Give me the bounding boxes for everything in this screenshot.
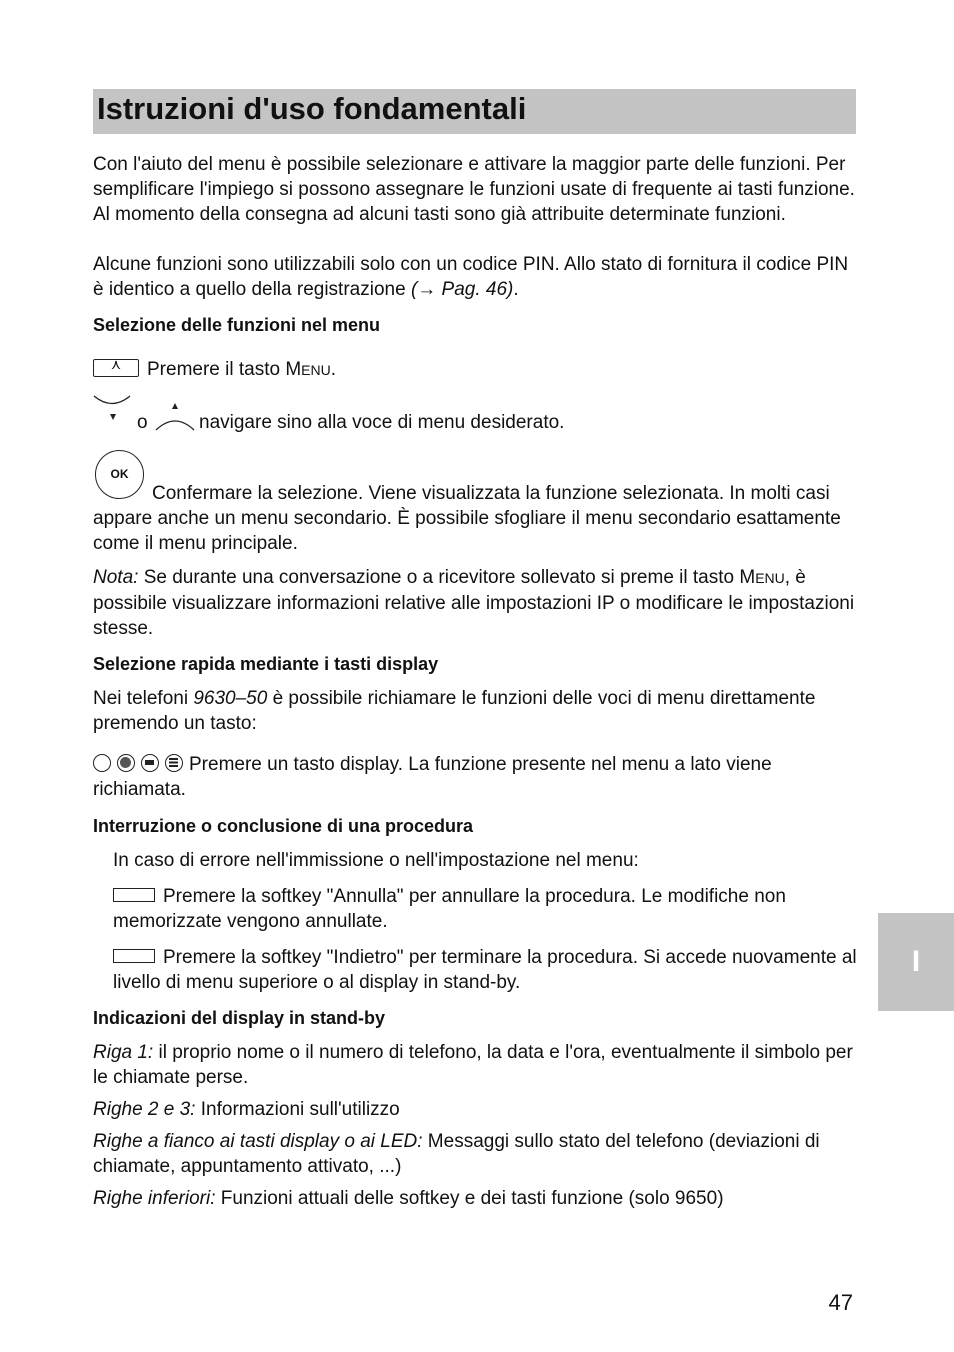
abort-item-back xyxy=(113,945,858,995)
arrow-down-icon xyxy=(92,393,136,423)
page-title: Istruzioni d'uso fondamentali xyxy=(97,91,527,126)
abort-item-back-text: Premere la softkey "Indietro" per terminare la procedura. Si accede nuovamente al livello di menu superiore o al display in stand-by. xyxy=(113,947,857,993)
menu-section-heading: Selezione delle funzioni nel menu xyxy=(93,315,381,335)
standby-row-3 xyxy=(93,1129,858,1179)
display-key-filled-icon xyxy=(117,754,135,772)
quick-text-end: è possibile richiamare le funzioni delle voci di menu direttamente premendo un tasto: xyxy=(93,688,816,734)
standby-row-2 xyxy=(93,1097,858,1122)
abort-section-heading: Interruzione o conclusione di una procedura xyxy=(93,816,474,836)
intro-paragraph-1: Con l'aiuto del menu è possibile selezionare e attivare la maggior parte delle funzioni. Per semplificare l'impiego si possono assegnare le funzioni usate di frequente ai tasti funzione. Al momento della consegna ad alcuni tasti sono già attribuite determinate funzioni. xyxy=(93,154,855,225)
standby-row-label: Righe 2 e 3: xyxy=(93,1099,196,1120)
step1-smallcaps: ENU xyxy=(301,362,331,378)
softkey-icon xyxy=(113,888,155,902)
abort-intro: In caso di errore nell'immissione o nell'impostazione nel menu: xyxy=(113,850,639,871)
display-keys-paragraph xyxy=(93,752,858,802)
quick-text: Nei telefoni xyxy=(93,688,194,709)
step1-end: . xyxy=(330,359,336,380)
note-label: Nota: xyxy=(93,567,139,588)
ok-key-label: OK xyxy=(110,467,129,481)
step-press-menu xyxy=(93,357,858,383)
display-key-empty-icon xyxy=(93,754,111,772)
standby-row-label: Riga 1: xyxy=(93,1042,154,1063)
quick-paragraph xyxy=(93,686,858,736)
intro-p2-text: Alcune funzioni sono utilizzabili solo con un codice PIN. Allo stato di fornitura il codice PIN è identico a quello della registrazione xyxy=(93,254,849,300)
standby-row-4 xyxy=(93,1186,858,1211)
note-paragraph xyxy=(93,565,858,641)
display-keys-text: Premere un tasto display. La funzione presente nel menu a lato viene richiamata. xyxy=(93,754,772,800)
menu-key-glyph: ⋏ xyxy=(110,356,122,372)
standby-row-text: il proprio nome o il numero di telefono, la data e l'ora, eventualmente il simbolo per le chiamate perse. xyxy=(93,1042,853,1088)
step-confirm: Confermare la selezione. Viene visualizzata la funzione selezionata. In molti casi appare anche un menu secondario. È possibile sfogliare il menu secondario esattamente come il menu principale. xyxy=(93,483,841,554)
or-word: o xyxy=(137,412,148,433)
title-bar xyxy=(93,89,856,134)
page-reference: (→ Pag. 46) xyxy=(410,279,514,300)
note-smallcaps: ENU xyxy=(755,570,785,586)
standby-row-label: Righe a fianco ai tasti display o ai LED: xyxy=(93,1131,423,1152)
standby-row-1 xyxy=(93,1040,858,1090)
note-end: , è possibile visualizzare informazioni relative alle impostazioni IP o modificare le impostazioni stesse. xyxy=(93,567,855,639)
step1-text: Premere il tasto M xyxy=(147,359,302,380)
abort-item-cancel xyxy=(113,884,858,934)
standby-row-text: Messaggi sullo stato del telefono (deviazioni di chiamate, appuntamento attivato, ...) xyxy=(93,1131,820,1177)
language-tab: I xyxy=(878,913,954,1011)
arrow-up-icon xyxy=(154,400,198,432)
standby-row-label: Righe inferiori: xyxy=(93,1188,216,1209)
standby-row-text: Funzioni attuali delle softkey e dei tasti funzione (solo 9650) xyxy=(215,1188,724,1209)
intro-p2-end: . xyxy=(513,279,519,300)
quick-section-heading: Selezione rapida mediante i tasti display xyxy=(93,654,439,674)
display-key-lines-icon xyxy=(165,754,183,772)
standby-row-text: Informazioni sull'utilizzo xyxy=(195,1099,400,1120)
display-key-line-icon xyxy=(141,754,159,772)
phone-model: 9630–50 xyxy=(193,688,268,709)
page-number: 47 xyxy=(828,1290,853,1315)
intro-paragraph-2 xyxy=(93,252,858,302)
standby-section-heading: Indicazioni del display in stand-by xyxy=(93,1008,386,1028)
step-navigate: navigare sino alla voce di menu desiderato. xyxy=(199,412,565,433)
abort-item-cancel-text: Premere la softkey "Annulla" per annullare la procedura. Le modifiche non memorizzate vengono annullate. xyxy=(113,886,786,932)
note-text: Se durante una conversazione o a ricevitore sollevato si preme il tasto M xyxy=(138,567,756,588)
menu-key-icon xyxy=(93,356,139,377)
softkey-icon xyxy=(113,949,155,963)
